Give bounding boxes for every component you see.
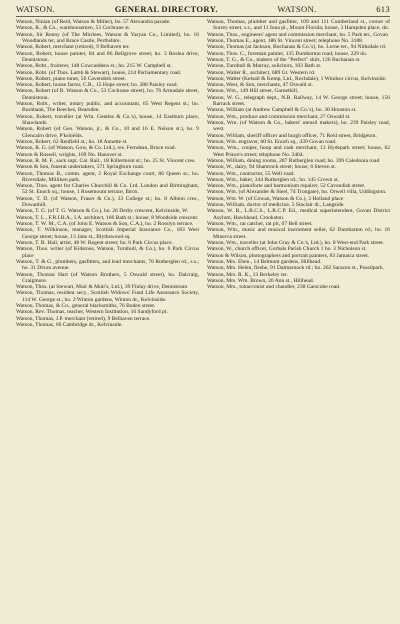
directory-entry: Watson, Wm. engraver, 60 St. Enoch sq., 439 Govan road. xyxy=(207,138,337,145)
directory-entry: Watson, Wm. W. (of Cowan, Watson & Co.), 3 Holland place xyxy=(207,195,344,202)
directory-entry: Watson, Robt., writer, notary public, and accountant, 65 West Regent st.; ho. Burnbank, The Beeches, Bearsden. xyxy=(16,101,199,114)
directory-entry: Watson, Wm., baker, 344 Rutherglen rd.; ho. 145 Crown st. xyxy=(207,176,339,183)
directory-entry: Watson, Robert, house painter, 84 and 86 Bellgrove street; ho. 3 Roslea drive, Dennistoun. xyxy=(16,50,199,63)
directory-entry: Watson, William, doctor of medicine, 5 Sinclair dr., Langside. xyxy=(207,202,345,209)
directory-entry: Watson, Thos. writer (of Kidstons, Watson, Turnbull, & Co.), ho. 6 Park Circus place xyxy=(16,246,199,259)
right-column xyxy=(207,19,390,623)
directory-entry: Watson, Turnbull & Murray, solicitors, 103 Bath st. xyxy=(207,63,322,70)
directory-entry: Watson, Robt. (of Thos. Lamb & Stewart), house, 214 Parliamentary road. xyxy=(16,69,182,76)
directory-entry: Watson, William (at Andrew Campbell & Co.'s), ho. 30 Houston st. xyxy=(207,107,357,114)
header-title: GENERAL DIRECTORY. xyxy=(114,4,218,14)
directory-entry: Watson, William, sheriff officer and burgh officer, 71 Reid street, Bridgeton. xyxy=(207,132,377,139)
directory-entry: Watson, Robert, merchant (retired), 9 Belhaven ter. xyxy=(16,44,130,51)
directory-entry: Watson, Robt., fruiterer, 148 Cowcaddens st.; ho. 215 W. Campbell st. xyxy=(16,63,172,70)
directory-entry: Watson, Wm., pianoforte and harmonium repairer, 52 Cavendish street. xyxy=(207,183,366,190)
directory-entry: Watson, West, & Son, merchants, 47 Oswald st. xyxy=(207,82,313,89)
directory-entry: Watson, Wm., produce and commission merchant, 27 Oswald st. xyxy=(207,113,351,120)
directory-entry: Watson, Thomas Hart (of Watson Brothers, 5 Oswald street), ho. Dalcraig, Craigmore. xyxy=(16,271,199,284)
directory-entry: Watson, Thos. (at Stewart, Muir & Muir's, Ltd.), 39 Finlay drive, Dennistoun xyxy=(16,284,188,291)
header-right-surname: WATSON. xyxy=(277,4,317,14)
directory-entry: Watson, R., & Co., warehousemen, 53 Cochrane st. xyxy=(16,25,131,32)
directory-entry: Watson, Ninian (of Reid, Watson & Miller), bo. 57 Alexandra parade. xyxy=(16,19,171,25)
directory-entry: Watson, W., dairy, 94 Shamrock street; house, 6 Steven st. xyxy=(207,164,337,171)
directory-entry: Watson, Sir Renny (of The Mirrlees, Watson & Yaryan Co., Limited), ho. 16 Woodlands ter, and Brace Castle, Perthshire. xyxy=(16,31,199,44)
directory-entry: Watson, Thomas, plumber and gasfitter, 109 and 111 Cumberland st., corner of Surrey street, s.s., and 11 Iona pl., Mount Florida; house, 3 Hampden place, do. xyxy=(207,19,390,32)
directory-entry: Watson, Robert, piano tuner, 56 Cavendish street. xyxy=(16,75,126,82)
directory-entry: Watson, Wm., 149 Hill street, Garnethill, xyxy=(207,88,299,95)
directory-entry: Watson, Robert (of R. Watson & Co., 53 Cochrane street), ho. 76 Armadale street, Dennistoun. xyxy=(16,88,199,101)
directory-entry: Watson, W., church officer, Gorbals Parish Church 1 ho. 3 Nicholson st. xyxy=(207,246,367,253)
directory-entry: Watson, Rev. Thomas, teacher, Western Institution, 16 Sandyford pl. xyxy=(16,309,168,316)
directory-entry: Watson, Thomas (at Jackson, Buchanan & Co.'s), ho. Lorne ter., 94 Nithsdale rd. xyxy=(207,44,387,51)
header-left-surname: WATSON. xyxy=(16,4,56,14)
directory-entry: Watson & Russell, wrights, 169 No. Hanover st. xyxy=(16,151,123,158)
directory-entry: Watson, Thos., engineers' agent and commission merchant, bo. 5 Park ter., Govan xyxy=(207,31,388,38)
directory-entry: Watson, R. G. (of Watson, Gow, & Co. Ltd.), res. Ferndean, Bruce road. xyxy=(16,145,176,152)
directory-entry: Watson, Walter (Kelsall & Kemp, Ltd., Rochdale), 1 Windsor circus, Kelvinside. xyxy=(207,75,387,82)
directory-entry: Watson, W. R., L.R.C.S., L.R.C.P. Ed., medical superintendent, Govan District Asylum, Hawkhead, Crookston. xyxy=(207,208,390,221)
directory-entry: Watson, Robert, 62 Renfield st.; ho. 18 Annette st. xyxy=(16,138,128,145)
directory-entry: Watson, T. & G., plumbers, gasfitters, and lead merchants, 76 Rutherglen rd., s.s.; ho. 31 Dixon avenue. xyxy=(16,258,199,272)
left-column xyxy=(16,19,199,623)
directory-entry: Watson, Thos. C., foreman painter, 135 Dumbarton road; house, 229 do. xyxy=(207,50,368,57)
directory-entry: Watson, Mrs. Helen, fleshe, 91 Dalmarnock rd.; ho. 262 Saracen st., Possilpark. xyxy=(207,265,385,272)
directory-entry: Watson, T. L., F.R.I.B.A., I.A. architect, 166 Bath st.; house, 8 Woodside crescent. xyxy=(16,214,199,221)
directory-entry: Watson, Robert, traveller (at Wm. Gentles & Co.'s), house, 14 Eastburn place, Shawlands. xyxy=(16,113,199,126)
directory-entry: Watson, Wm., contractor, 55 Well road. xyxy=(207,170,295,177)
directory-entry: Watson, R. M. F., sack supt. Cal. Rail., 18 Killermont st.; ho. 25 St. Vincent cres. xyxy=(16,157,196,164)
directory-entry: Watson, T. G. (of T. G. Watson & Co.), ho. 26 Derby crescent, Kelvinside, W. xyxy=(16,208,189,215)
directory-entry: Watson, Wm., rat catcher, rat pit, 67 Bell street. xyxy=(207,221,313,227)
directory-entry: Watson, Wm., traveller (at John Gray & Co.'s, Ltd.), ho. 8 West-end Park street. xyxy=(207,239,385,246)
directory-entry: Watson, T. D. (of Watson, Fraser & Co.), 33 College st.; ho. 8 Albion cres., Dowanhill. xyxy=(16,195,199,209)
directory-entry: Watson, Thomas, J.P. merchant (retired), 9 Belhaven terrace. xyxy=(16,315,151,322)
directory-entry: Watson & Wilson, photographers and portrait painters, 83 Jamaica street. xyxy=(207,252,370,259)
directory-entry: Watson, Wm., cooper, hoop and cask merchant, 13 Hydepark street; house, 62 West Prince's street; telephone No. 3464. xyxy=(207,145,390,158)
directory-entry: Watson, T. W. M., C.A. (of John E. Watson & Son, C.A.), ho. 2 Rosslyn terrace. xyxy=(16,221,194,227)
directory-entry: Watson & Son, funeral undertakers, 571 Springburn road. xyxy=(16,164,145,171)
directory-entry: Watson, Robert, house factor, C.R., 15 Hope street; ho. 288 Paisley road. xyxy=(16,82,178,89)
directory-entry: Watson, Thomas B., comm. agent, 2 Royal Exchange court, 86 Queen st.; ho. Riversdale, Milliken park. xyxy=(16,170,199,183)
directory-entry: Watson, T. R. Hall, artist, 48 W. Regent street; ho. 6 Park Circus place. xyxy=(16,239,173,246)
directory-entry: Watson, Walter R., architect, 689 Gt. Western rd. xyxy=(207,69,316,76)
directory-entry: Watson, Mrs. Eben., 14 Belmont gardens, Hillhead. xyxy=(207,258,322,265)
directory-entry: Watson, Wm. (of Watson & Co., bakers' utensil makers), ho. 239 Paisley road, west. xyxy=(207,120,390,133)
directory-columns xyxy=(16,19,390,623)
page-number: 613 xyxy=(376,4,390,14)
directory-entry: Watson, Mrs. R. K., 13 Berkeley ter. xyxy=(207,271,288,278)
directory-entry: Watson, Robert (of Geo. Watson, jr., & Co., 10 and 16 E. Nelson st.), ho. 9 Glencairn drive, P'kshields. xyxy=(16,126,199,139)
directory-entry: Watson, W. G., telegraph dept., N.B. Railway, 14 W. George street; house, 156 Barrack street. xyxy=(207,94,390,108)
directory-entry: Watson, Thomas, resident secy., Scottish Widows' Fund Life Assurance Society, 114 W. George st.; ho. 2 Winton gardens, Winton dr., Kelvinside. xyxy=(16,290,199,303)
directory-entry: Watson, Mrs. Wm. Brown, 20 Ann st., Hillhead. xyxy=(207,277,314,284)
directory-entry: Watson, Wm., music and musical instrument seller, 62 Dumbarton rd.; ho. 16 Minerva street. xyxy=(207,227,390,240)
directory-entry: Watson, Wm. (of Alexander & Steel, 74 Trongate), ho. Orwell villa, Uddingston. xyxy=(207,189,387,196)
directory-entry: Watson, Thomas, 60 Cambridge dr., Kelvinside. xyxy=(16,322,123,328)
directory-entry: Watson, Thos. agent for Charles Churchill & Co. Ltd. London and Birmingham, 52 St. Enoch sq.; house, 1 Rosemount terrace, Ibrox. xyxy=(16,183,199,196)
running-header xyxy=(16,4,390,17)
directory-entry: Watson, T. Wilkinson, manager, Scottish Imperial Insurance Co., 183 West George street; house, 13 Jane st., Blythswood sq. xyxy=(16,227,199,240)
directory-entry: Watson, Mrs., tobacconist and chandler, 238 Garscube road. xyxy=(207,284,341,291)
directory-entry: Watson, T. G., & Co., makers of the "Perfect" shirt, 126 Buchanan st. xyxy=(207,56,361,63)
directory-entry: Watson, Thomas E., agent, 186 St. Vincent street; telephone No. 3188. xyxy=(207,37,364,44)
directory-entry: Watson, William, dining rooms, 287 Rutherglen road; ho. 399 Caledonia road xyxy=(207,157,380,164)
directory-entry: Watson, Thomas, & Co., general blacksmiths, 76 Boden street. xyxy=(16,303,156,310)
